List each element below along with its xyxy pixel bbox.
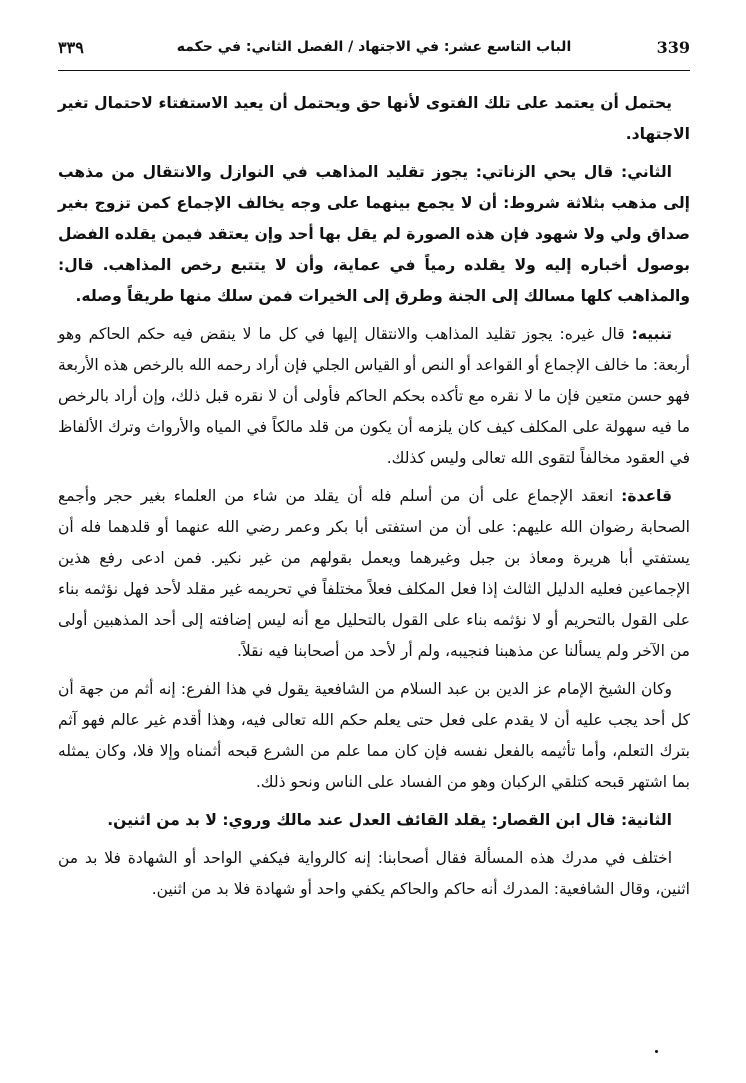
paragraph-1 (58, 88, 690, 150)
page-header (58, 30, 690, 78)
paragraph-label: قاعدة: (621, 487, 672, 505)
running-title: الباب التاسع عشر: في الاجتهاد / الفصل الثاني: في حكمه (176, 39, 572, 55)
paragraph-text: يحتمل أن يعتمد على تلك الفتوى لأنها حق ويحتمل أن يعيد الاستفتاء لاحتمال تغير الاجتهاد. (58, 94, 690, 143)
paragraph-2 (58, 157, 690, 312)
footer-mark (655, 1050, 658, 1053)
page-number-latin: 339 (656, 38, 690, 57)
page-number-arabic: ٣٣٩ (58, 38, 84, 57)
paragraph-label: تنبيه: (631, 325, 672, 343)
paragraph-text: وكان الشيخ الإمام عز الدين بن عبد السلام من الشافعية يقول في هذا الفرع: إنه أثم من جهة أن كل أحد يجب عليه أن لا يقدم على فعل حتى يعلم حكم الله تعالى فيه، وهذا أقدم غير عالم فهو آثم بترك التعلم، وأما تأثيمه بالفعل نفسه فإن كان مما علم من الشرع قبحه أثمناه وإلا فلا، وكان يمثله بما اشتهر قبحه كتلقي الركبان وهو من الفساد على الناس ونحو ذلك. (58, 680, 690, 791)
paragraph-5 (58, 674, 690, 798)
page-body (58, 88, 690, 912)
paragraph-7 (58, 843, 690, 905)
paragraph-6 (58, 805, 690, 836)
paragraph-3 (58, 319, 690, 474)
paragraph-text: الثاني: قال يحي الزناتي: يجوز تقليد المذاهب في النوازل والانتقال من مذهب إلى مذهب بثلاثة شروط: أن لا يجمع بينهما على وجه يخالف الإجماع كمن تزوج بغير صداق ولي ولا شهود فإن هذه الصورة لم يقل بها أحد وإن يعتقد فيمن يقلده الفضل بوصول أخباره إليه ولا يقلده رمياً في عماية، وأن لا يتتبع رخص المذاهب. قال: والمذاهب كلها مسالك إلى الجنة وطرق إلى الخيرات فمن سلك منها طريقاً وصله. (58, 163, 690, 305)
paragraph-text: قال غيره: يجوز تقليد المذاهب والانتقال إليها في كل ما لا ينقض فيه حكم الحاكم وهو أربعة: ما خالف الإجماع أو القواعد أو النص أو القياس الجلي فإن أراد رحمه الله بالرخص هذه الأربعة فهو حسن متعين فإن ما لا نقره مع تأكده بحكم الحاكم فأولى أن لا نقره قبل ذلك، وإن أراد بالرخص ما فيه سهولة على المكلف كيف كان يلزمه أن يكون من قلد مالكاً في المياه والأرواث وترك الألفاظ في العقود مخالفاً لتقوى الله تعالى وليس كذلك. (58, 325, 690, 467)
header-rule (58, 70, 690, 71)
paragraph-text: الثانية: قال ابن القصار: يقلد القائف العدل عند مالك وروي: لا بد من اثنين. (107, 811, 672, 829)
paragraph-4 (58, 481, 690, 667)
paragraph-text: انعقد الإجماع على أن من أسلم فله أن يقلد من شاء من العلماء بغير حجر وأجمع الصحابة رضوان الله عليهم: على أن من استفتى أبا بكر وعمر رضي الله عنهما أو قلدهما فله أن يستفتي أبا هريرة ومعاذ بن جبل وغيرهما ويعمل بقولهم من غير نكير. فمن ادعى رفع هذين الإجماعين فعليه الدليل الثالث إذا فعل المكلف فعلاً مختلفاً في تحريمه غير مقلد لأحد فهل نؤثمه بناء على القول بالتحريم أو لا نؤثمه بناء على القول بالتحليل مع أنه ليس إضافته إلى أحد المذهبين أولى من الآخر ولم يسألنا عن مذهبنا فنجيبه، ولم أر لأحد من أصحابنا فيه نقلاً. (58, 487, 690, 660)
paragraph-text: اختلف في مدرك هذه المسألة فقال أصحابنا: إنه كالرواية فيكفي الواحد أو الشهادة فلا بد من اثنين، وقال الشافعية: المدرك أنه حاكم والحاكم يكفي واحد أو شهادة فلا بد من اثنين. (58, 849, 690, 898)
